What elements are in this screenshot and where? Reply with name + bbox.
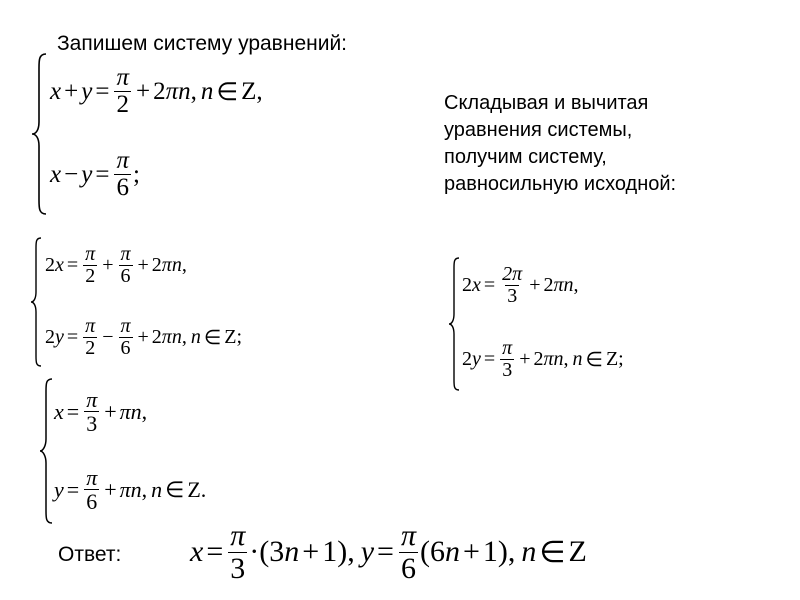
fraction: $\frac{\pi}{6}$ — [120, 243, 131, 287]
system4-equation-2: y = $\frac{\pi}{6}$ + πn , n ∈ Z . — [54, 465, 207, 515]
system-brace — [30, 52, 48, 216]
explanation-line: уравнения системы, — [444, 119, 633, 141]
page-title: Запишем систему уравнений: — [57, 32, 348, 55]
fraction: $\frac{\pi}{3}$ — [502, 337, 513, 381]
system3-equation-1: 2 x = $\frac{2\pi}{3}$ + 2 πn , — [462, 263, 579, 307]
fraction: $\frac{2\pi}{3}$ — [502, 263, 523, 307]
explanation-line: получим систему, — [444, 146, 607, 168]
system-brace — [447, 256, 461, 392]
explanation-text — [444, 90, 676, 198]
answer-label: Ответ: — [58, 543, 122, 566]
explanation-line: равносильную исходной: — [444, 173, 677, 195]
system-brace — [29, 236, 43, 368]
system1-equation-2: x − y = $\frac{\pi}{6}$ ; — [50, 147, 140, 202]
fraction: $\frac{\pi}{3}$ — [230, 519, 246, 585]
system4-equation-1: x = $\frac{\pi}{3}$ + πn , — [54, 387, 148, 437]
system1-equation-1: x + y = $\frac{\pi}{2}$ + 2 πn , n ∈ Z , — [50, 64, 263, 119]
fraction: $\frac{\pi}{3}$ — [86, 387, 98, 437]
explanation-line: Складывая и вычитая — [444, 92, 649, 114]
fraction: $\frac{\pi}{2}$ — [116, 64, 129, 119]
fraction: $\frac{\pi}{2}$ — [85, 315, 96, 359]
fraction: $\frac{\pi}{6}$ — [86, 465, 98, 515]
fraction: $\frac{\pi}{6}$ — [120, 315, 131, 359]
system3-equation-2: 2 y = $\frac{\pi}{3}$ + 2 πn , n ∈ Z ; — [462, 337, 624, 381]
system2-equation-1: 2 x = $\frac{\pi}{2}$ + $\frac{\pi}{6}$ + 2 πn , — [45, 243, 187, 287]
system-brace — [38, 377, 54, 525]
fraction: $\frac{\pi}{2}$ — [85, 243, 96, 287]
system2-equation-2: 2 y = $\frac{\pi}{2}$ − $\frac{\pi}{6}$ + 2 πn , n ∈ Z ; — [45, 315, 243, 359]
fraction: $\frac{\pi}{6}$ — [116, 147, 129, 202]
answer-formula: x = $\frac{\pi}{3}$ · ( 3 n + 1 ) , y = $\frac{\pi}{6}$ ( 6 n + 1 ) , n ∈ Z — [190, 519, 587, 585]
fraction: $\frac{\pi}{6}$ — [400, 519, 416, 585]
